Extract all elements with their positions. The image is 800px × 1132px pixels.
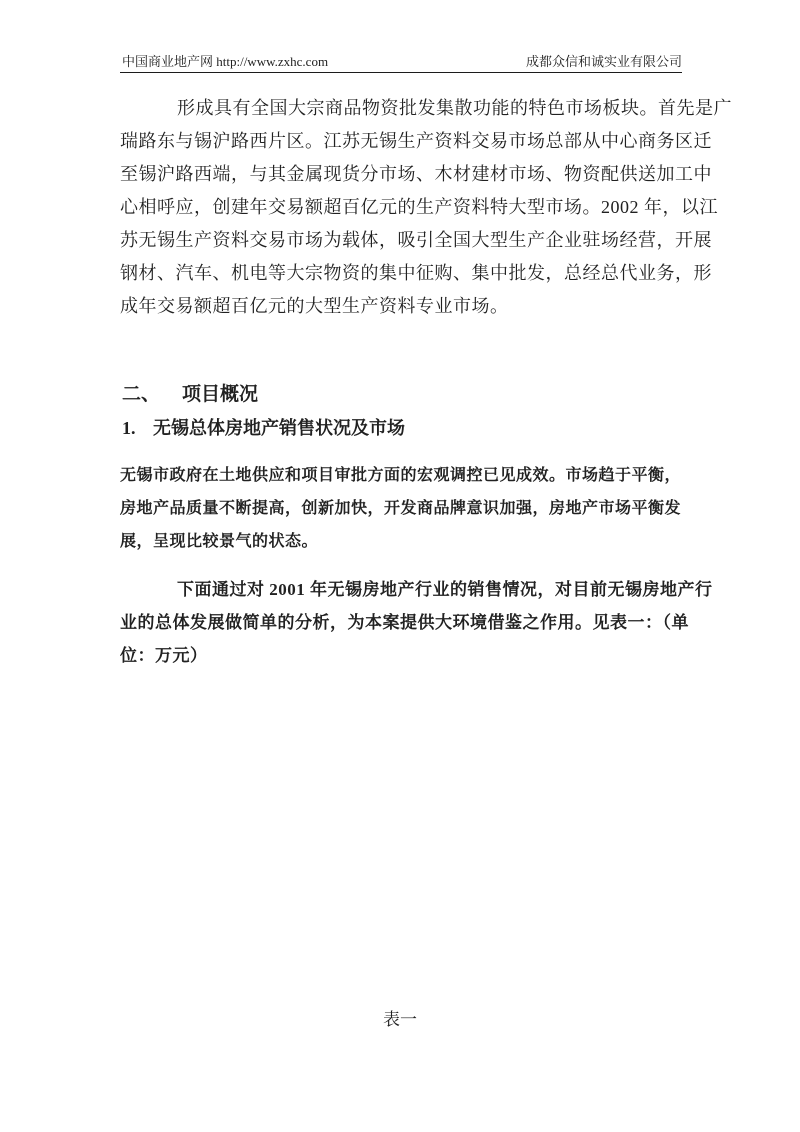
sub-heading-number: 1. — [122, 418, 136, 438]
text-line: 展，呈现比较景气的状态。 — [120, 533, 319, 550]
header-site-name: 中国商业地产网 http://www.zxhc.com — [122, 54, 329, 69]
text-line: 下面通过对 2001 年无锡房地产行业的销售情况，对目前无锡房地产行 — [177, 580, 713, 599]
section-heading-title: 项目概况 — [182, 384, 259, 405]
text-line: 房地产品质量不断提高，创新加快，开发商品牌意识加强，房地产市场平衡发 — [120, 500, 682, 517]
text-line: 无锡市政府在土地供应和项目审批方面的宏观调控已见成效。市场趋于平衡， — [120, 467, 682, 484]
text-line: 业的总体发展做简单的分析，为本案提供大环境借鉴之作用。见表一：（单 — [120, 613, 689, 632]
text-line: 钢材、汽车、机电等大宗物资的集中征购、集中批发，总经总代业务，形 — [120, 263, 712, 283]
text-line: 苏无锡生产资料交易市场为载体，吸引全国大型生产企业驻场经营，开展 — [120, 230, 712, 250]
sub-heading-title: 无锡总体房地产销售状况及市场 — [153, 418, 405, 438]
text-line: 形成具有全国大宗商品物资批发集散功能的特色市场板块。首先是广 — [177, 98, 732, 118]
section-heading-number: 二、 — [122, 384, 161, 405]
section-heading-project-overview — [122, 381, 258, 409]
text-line: 至锡沪路西端，与其金属现货分市场、木材建材市场、物资配供送加工中 — [120, 164, 712, 184]
paragraph-government-regulation — [120, 459, 686, 558]
sub-heading-sales-status — [122, 414, 405, 442]
table-caption: 表一 — [383, 1010, 417, 1029]
text-line: 成年交易额超百亿元的大型生产资料专业市场。 — [120, 296, 509, 316]
header-company-name: 成都众信和诚实业有限公司 — [525, 54, 682, 69]
text-line: 心相呼应，创建年交易额超百亿元的生产资料特大型市场。2002 年，以江 — [120, 197, 718, 217]
text-line: 位：万元） — [120, 646, 208, 665]
paragraph-market-block — [120, 92, 732, 323]
paragraph-2001-sales-analysis — [120, 573, 713, 672]
header-divider-line — [120, 72, 682, 73]
text-line: 瑞路东与锡沪路西片区。江苏无锡生产资料交易市场总部从中心商务区迁 — [120, 131, 712, 151]
